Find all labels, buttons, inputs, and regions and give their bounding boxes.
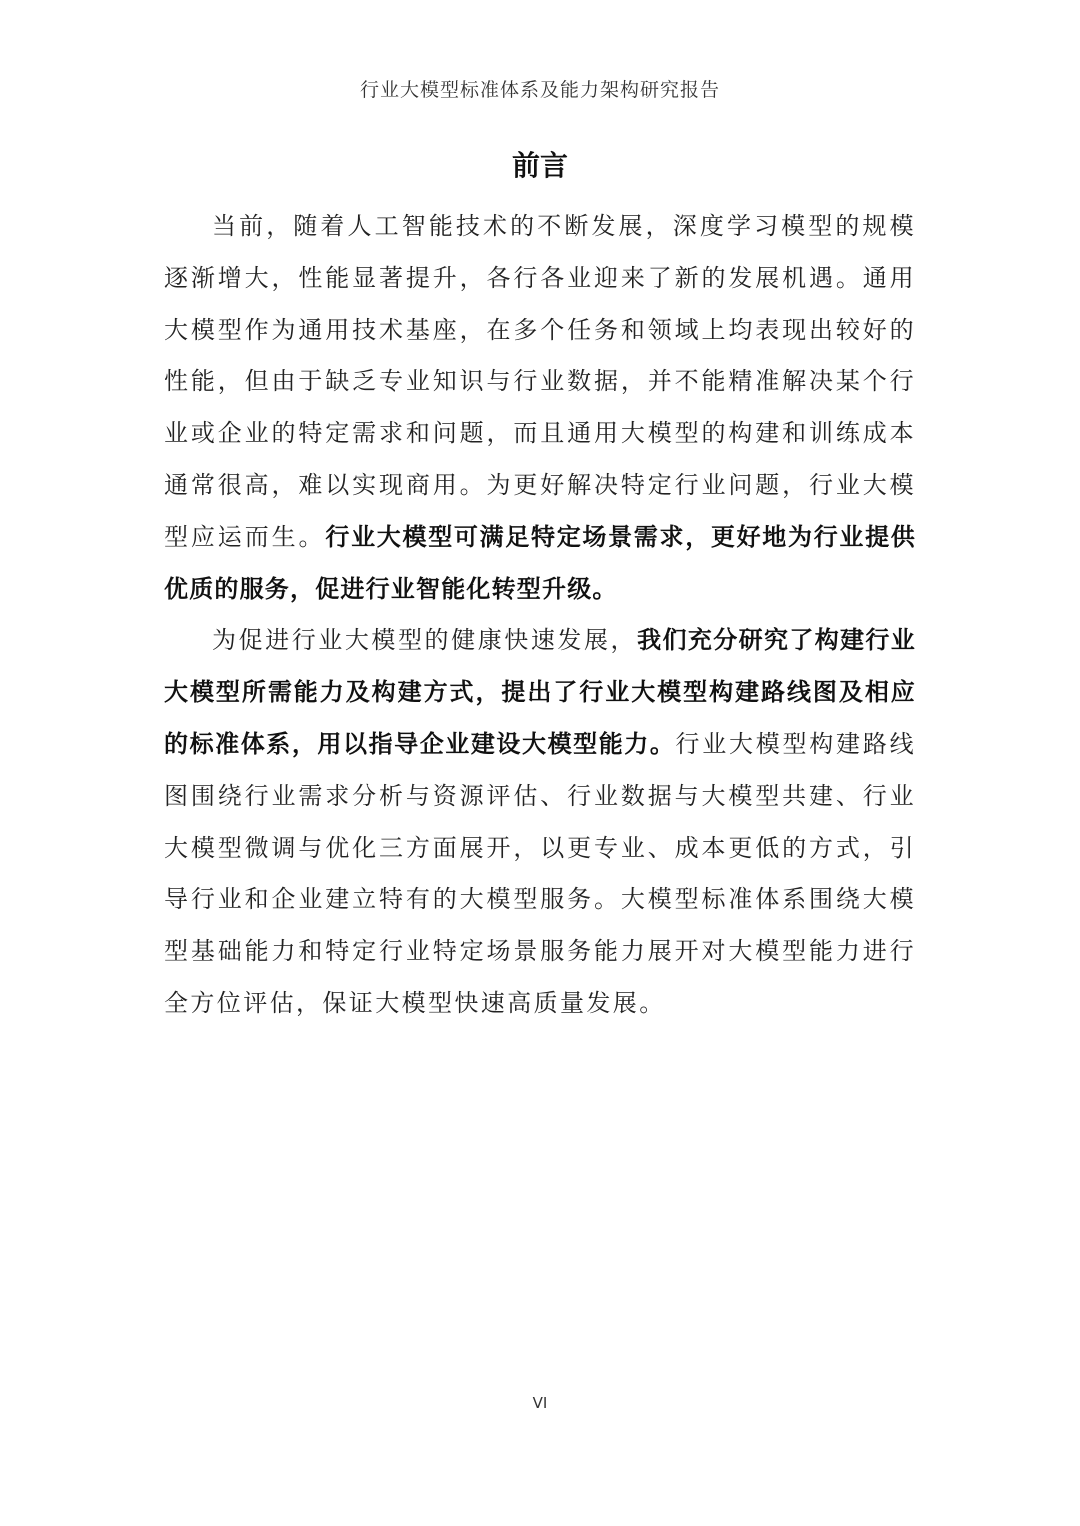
paragraph-1-text: 当前，随着人工智能技术的不断发展，深度学习模型的规模逐渐增大，性能显著提升，各行各业迎来了新的发展机遇。通用大模型作为通用技术基座，在多个任务和领域上均表现出较好的性能，但由于缺乏专业知识与行业数据，并不能精准解决某个行业或企业的特定需求和问题，而且通用大模型的构建和训练成本通常很高，难以实现商用。为更好解决特定行业问题，行业大模型应运而生。 [164, 212, 916, 551]
running-header: 行业大模型标准体系及能力架构研究报告 [359, 79, 720, 101]
paragraph-2-text: 行业大模型构建路线图围绕行业需求分析与资源评估、行业数据与大模型共建、行业大模型微调与优化三方面展开，以更专业、成本更低的方式，引导行业和企业建立特有的大模型服务。大模型标准体系围绕大模型基础能力和特定行业特定场景服务能力展开对大模型能力进行全方位评估，保证大模型快速高质量发展。 [164, 729, 916, 1017]
paragraph-1-emphasis: 行业大模型可满足特定场景需求，更好地为行业提供优质的服务，促进行业智能化转型升级。 [164, 522, 916, 603]
paragraph-1 [164, 201, 916, 615]
page-number: VI [532, 1394, 548, 1412]
paragraph-2-emphasis: 我们充分研究了构建行业大模型所需能力及构建方式，提出了行业大模型构建路线图及相应的标准体系，用以指导企业建设大模型能力。 [164, 626, 916, 758]
paragraph-2-lead: 为促进行业大模型的健康快速发展， [212, 626, 638, 655]
page-title: 前言 [511, 149, 568, 182]
paragraph-2 [164, 615, 916, 1029]
body-text [164, 201, 916, 1030]
